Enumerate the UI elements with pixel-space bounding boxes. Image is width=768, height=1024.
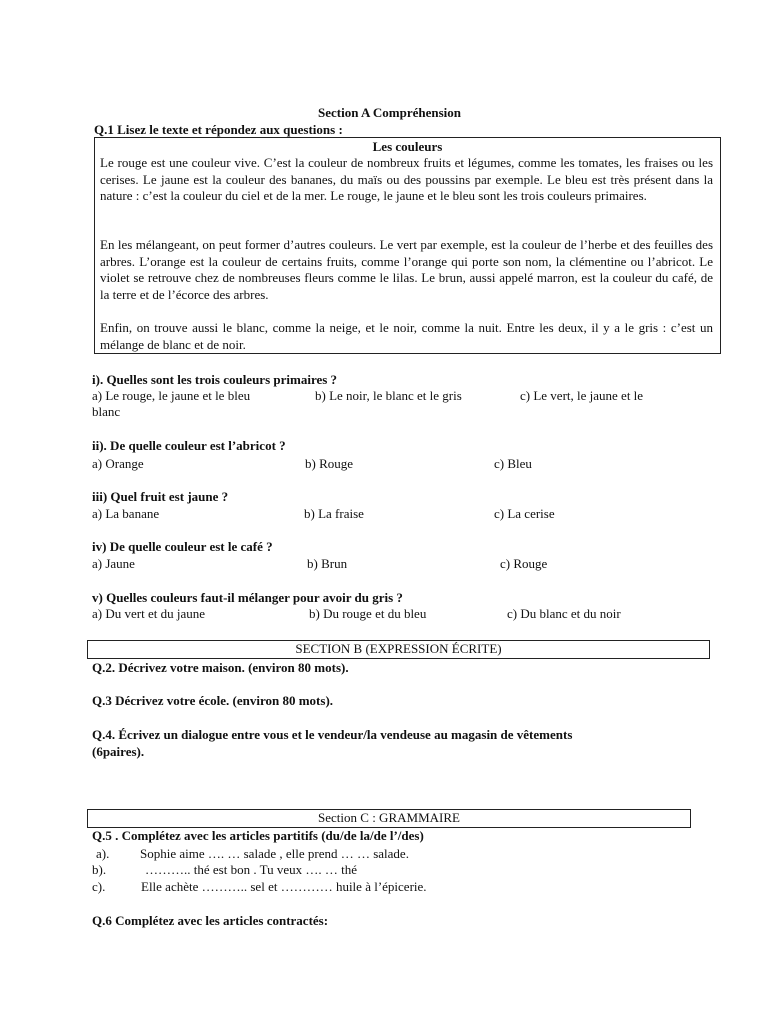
question-iii-option-c: c) La cerise <box>494 506 555 521</box>
question-ii-option-c: c) Bleu <box>494 456 532 471</box>
passage-paragraph-1: Le rouge est une couleur vive. C’est la couleur de nombreux fruits et légumes, comme les tomates, les fraises ou les cerises. Le jaune est la couleur des bananes, du maïs ou des poussins par exemple. Le bleu est très présent dans la nature : c’est la couleur du ciel et de la mer. Le rouge, le jaune et le bleu sont les trois couleurs primaires. <box>100 155 713 203</box>
question-iv: iv) De quelle couleur est le café ? <box>92 539 273 554</box>
passage-paragraph-3: Enfin, on trouve aussi le blanc, comme la neige, et le noir, comme la nuit. Entre les deux, il y a le gris : c’est un mélange de blanc et de noir. <box>100 320 713 352</box>
question-i-option-c-cont: blanc <box>92 404 121 419</box>
question-ii-option-a: a) Orange <box>92 456 144 471</box>
q5-item-b-text: ……….. thé est bon . Tu veux …. … thé <box>145 862 357 877</box>
passage-title: Les couleurs <box>372 139 443 154</box>
q5-item-c-label: c). <box>92 879 106 894</box>
section-b-title-box <box>87 640 710 659</box>
q5-item-a-text: Sophie aime …. … salade , elle prend … … salade. <box>140 846 409 861</box>
section-c-title: Section C : GRAMMAIRE <box>318 810 460 825</box>
question-v: v) Quelles couleurs faut-il mélanger pour avoir du gris ? <box>92 590 403 605</box>
section-a-title: Section A Compréhension <box>318 105 462 120</box>
question-q6: Q.6 Complétez avec les articles contractés: <box>92 913 329 928</box>
question-iii-option-b: b) La fraise <box>304 506 364 521</box>
question-iv-option-a: a) Jaune <box>92 556 135 571</box>
section-b-title: SECTION B (EXPRESSION ÉCRITE) <box>295 641 502 656</box>
question-v-option-b: b) Du rouge et du bleu <box>309 606 427 621</box>
question-q3: Q.3 Décrivez votre école. (environ 80 mots). <box>92 693 334 708</box>
question-iii: iii) Quel fruit est jaune ? <box>92 489 229 504</box>
question-v-option-c: c) Du blanc et du noir <box>507 606 621 621</box>
question-q5: Q.5 . Complétez avec les articles partitifs (du/de la/de l’/des) <box>92 828 424 843</box>
question-q2: Q.2. Décrivez votre maison. (environ 80 mots). <box>92 660 349 675</box>
question-i: i). Quelles sont les trois couleurs primaires ? <box>92 372 338 387</box>
q5-item-a-label: a). <box>96 846 110 861</box>
question-i-option-c: c) Le vert, le jaune et le <box>520 388 644 403</box>
q1-prompt: Q.1 Lisez le texte et répondez aux questions : <box>94 122 343 137</box>
question-v-option-a: a) Du vert et du jaune <box>92 606 205 621</box>
question-i-option-a: a) Le rouge, le jaune et le bleu <box>92 388 251 403</box>
question-q4-line2: (6paires). <box>92 744 145 759</box>
question-iv-option-c: c) Rouge <box>500 556 548 571</box>
question-q4-line1: Q.4. Écrivez un dialogue entre vous et le vendeur/la vendeuse au magasin de vêtements <box>92 727 573 742</box>
q5-item-c-text: Elle achète ……….. sel et ………… huile à l’épicerie. <box>141 879 427 894</box>
question-iv-option-b: b) Brun <box>307 556 348 571</box>
question-iii-option-a: a) La banane <box>92 506 160 521</box>
passage-paragraph-2: En les mélangeant, on peut former d’autres couleurs. Le vert par exemple, est la couleur de l’herbe et des feuilles des arbres. L’orange est la couleur de certains fruits, comme l’orange qui porte son nom, la clémentine ou l’abricot. Le violet se retrouve chez de nombreuses fleurs comme le lilas. Le brun, aussi appelé marron, est la couleur du café, de la terre et de l’écorce des arbres. <box>100 237 713 302</box>
question-ii-option-b: b) Rouge <box>305 456 354 471</box>
question-i-option-b: b) Le noir, le blanc et le gris <box>315 388 462 403</box>
q5-item-b-label: b). <box>92 862 107 877</box>
section-c-title-box <box>87 809 691 828</box>
question-ii: ii). De quelle couleur est l’abricot ? <box>92 438 286 453</box>
